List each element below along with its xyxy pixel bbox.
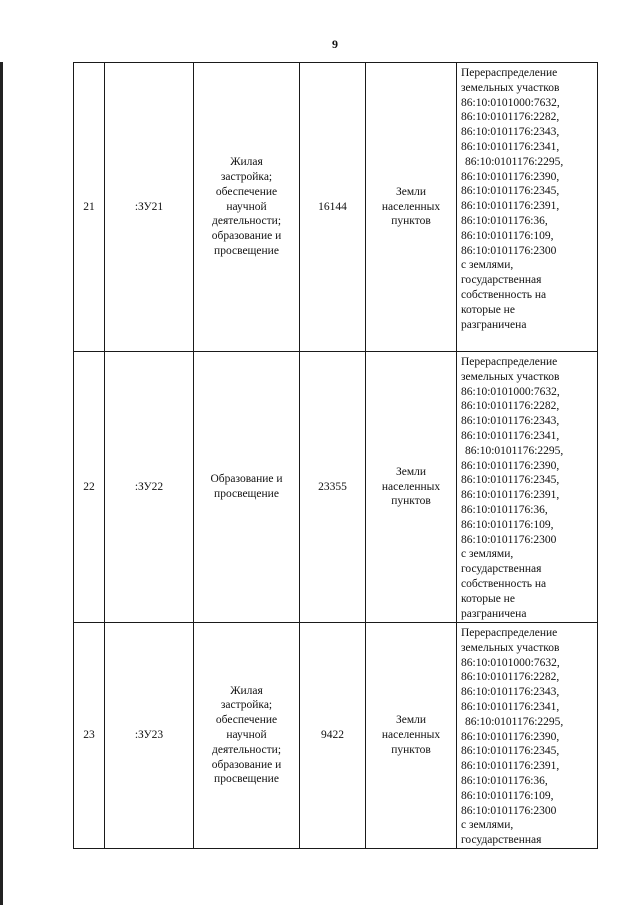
- formation-method-line: 86:10:0101176:2282,: [461, 111, 560, 124]
- formation-method: [457, 623, 598, 849]
- formation-method-line: 86:10:0101000:7632,: [461, 385, 560, 398]
- formation-method-line: 86:10:0101176:109,: [461, 518, 554, 531]
- formation-method-line: государственная: [461, 274, 542, 287]
- formation-method-line: 86:10:0101176:2295,: [465, 444, 564, 457]
- permitted-use-line: образование и: [211, 758, 282, 771]
- permitted-use-line: просвещение: [214, 244, 279, 257]
- formation-method-line: 86:10:0101176:2391,: [461, 760, 560, 773]
- formation-method-line: 86:10:0101176:36,: [461, 214, 548, 227]
- formation-method-line: Перераспределение: [461, 67, 558, 79]
- land-category: [366, 352, 457, 623]
- formation-method-line: 86:10:0101176:2282,: [461, 400, 560, 413]
- formation-method-line: 86:10:0101176:2343,: [461, 686, 560, 699]
- permitted-use-line: образование и: [211, 230, 282, 243]
- formation-method-line: собственность на: [461, 288, 547, 301]
- permitted-use: [194, 623, 300, 849]
- land-category-line: населенных: [381, 480, 441, 493]
- formation-method-line: 86:10:0101176:2345,: [461, 474, 560, 487]
- plot-area: 16144: [300, 63, 366, 352]
- formation-method-line: 86:10:0101176:2295,: [465, 155, 564, 168]
- row-number: 22: [74, 352, 105, 623]
- row-number: 21: [74, 63, 105, 352]
- land-category-line: Земли: [395, 465, 427, 478]
- formation-method-line: 86:10:0101176:109,: [461, 789, 554, 802]
- plot-area: 23355: [300, 352, 366, 623]
- permitted-use-line: просвещение: [214, 773, 279, 786]
- permitted-use-line: деятельности;: [211, 743, 282, 756]
- formation-method-line: 86:10:0101000:7632,: [461, 96, 560, 109]
- permitted-use-line: Жилая: [230, 684, 263, 697]
- formation-method-line: которые не: [461, 592, 515, 605]
- formation-method-line: 86:10:0101176:2341,: [461, 429, 560, 442]
- formation-method-line: с землями,: [461, 819, 514, 832]
- formation-method: [457, 63, 598, 352]
- formation-method-line: 86:10:0101176:2300: [461, 244, 557, 257]
- table-row: [74, 623, 598, 849]
- page-number: 9: [332, 37, 338, 51]
- permitted-use-line: научной: [226, 200, 267, 213]
- formation-method-line: разграничена: [461, 318, 527, 331]
- permitted-use: [194, 352, 300, 623]
- plot-code: :ЗУ21: [105, 63, 194, 352]
- land-category-line: пунктов: [391, 215, 431, 228]
- formation-method-line: земельных участков: [461, 370, 560, 383]
- formation-method-line: 86:10:0101176:36,: [461, 503, 548, 516]
- permitted-use: [194, 63, 300, 352]
- formation-method-line: земельных участков: [461, 641, 560, 654]
- formation-method: [457, 352, 598, 623]
- formation-method-line: государственная: [461, 834, 542, 847]
- formation-method-line: государственная: [461, 563, 542, 576]
- formation-method-line: с землями,: [461, 259, 514, 272]
- permitted-use-line: застройка;: [220, 171, 273, 183]
- formation-method-line: 86:10:0101176:2282,: [461, 671, 560, 684]
- permitted-use-line: Образование и: [210, 473, 283, 486]
- land-category-line: населенных: [381, 200, 441, 213]
- formation-method-line: 86:10:0101176:2391,: [461, 200, 560, 213]
- formation-method-line: 86:10:0101176:36,: [461, 774, 548, 787]
- formation-method-line: 86:10:0101176:2341,: [461, 700, 560, 713]
- formation-method-line: 86:10:0101176:2300: [461, 804, 557, 817]
- scan-left-edge: [0, 62, 3, 905]
- permitted-use-line: обеспечение: [215, 185, 278, 198]
- plot-code: :ЗУ22: [105, 352, 194, 623]
- formation-method-line: 86:10:0101176:2345,: [461, 185, 560, 198]
- permitted-use-line: застройка;: [220, 699, 273, 712]
- formation-method-line: 86:10:0101000:7632,: [461, 656, 560, 669]
- table-row: [74, 352, 598, 623]
- formation-method-line: разграничена: [461, 607, 527, 620]
- formation-method-line: 86:10:0101176:2341,: [461, 140, 560, 153]
- permitted-use-line: деятельности;: [211, 215, 282, 228]
- table-row: [74, 63, 598, 352]
- plot-area: 9422: [300, 623, 366, 849]
- land-plots-table: [73, 62, 598, 849]
- permitted-use-line: Жилая: [230, 156, 263, 169]
- formation-method-line: которые не: [461, 303, 515, 316]
- permitted-use-line: обеспечение: [215, 714, 278, 727]
- formation-method-line: 86:10:0101176:2390,: [461, 730, 560, 743]
- land-category-line: Земли: [395, 185, 427, 198]
- formation-method-line: Перераспределение: [461, 627, 558, 639]
- permitted-use-line: научной: [226, 729, 267, 742]
- permitted-use-line: просвещение: [214, 488, 279, 500]
- land-category-line: пунктов: [391, 743, 431, 756]
- land-category-line: населенных: [381, 729, 441, 742]
- land-category-line: Земли: [395, 714, 427, 727]
- formation-method-line: Перераспределение: [461, 356, 558, 368]
- formation-method-line: 86:10:0101176:2300: [461, 533, 557, 546]
- land-category: [366, 63, 457, 352]
- land-category-line: пунктов: [391, 495, 431, 508]
- formation-method-line: с землями,: [461, 548, 514, 561]
- formation-method-line: 86:10:0101176:2390,: [461, 459, 560, 472]
- formation-method-line: 86:10:0101176:2343,: [461, 415, 560, 428]
- formation-method-line: собственность на: [461, 577, 547, 590]
- formation-method-line: 86:10:0101176:109,: [461, 229, 554, 242]
- formation-method-line: 86:10:0101176:2345,: [461, 745, 560, 758]
- row-number: 23: [74, 623, 105, 849]
- plot-code: :ЗУ23: [105, 623, 194, 849]
- land-category: [366, 623, 457, 849]
- formation-method-line: 86:10:0101176:2343,: [461, 126, 560, 139]
- formation-method-line: земельных участков: [461, 81, 560, 94]
- formation-method-line: 86:10:0101176:2295,: [465, 715, 564, 728]
- formation-method-line: 86:10:0101176:2390,: [461, 170, 560, 183]
- formation-method-line: 86:10:0101176:2391,: [461, 489, 560, 502]
